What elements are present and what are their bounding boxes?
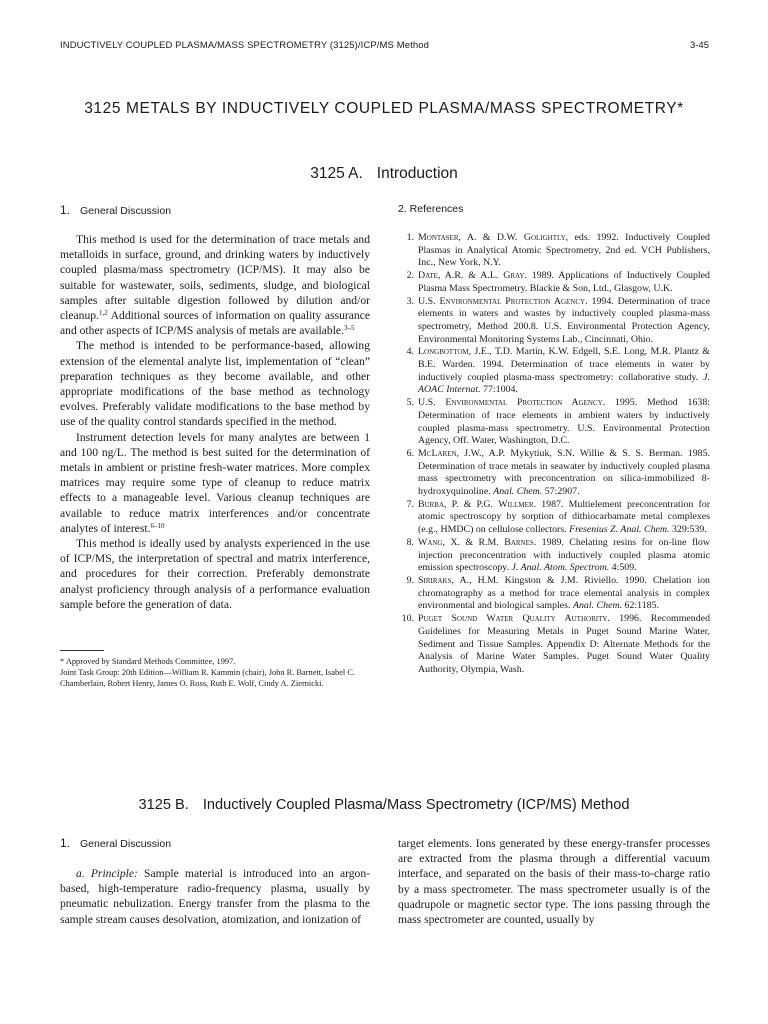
reference-text: U.S. Environmental Protection Agency. 1994. Determination of trace elements in waters and wastes by inductively coupled plasma-mass spectrometry, Method 200.8. U.S. Environmental Protection Agency, Environmental Monitoring Systems Lab., Cincinnati, Ohio. [418, 295, 710, 345]
reference-text: Montaser, A. & D.W. Golightly, eds. 1992. Inductively Coupled Plasmas in Analytical Atomic Spectrometry, 2nd ed. VCH Publishers, Inc., New York, N.Y. [418, 232, 710, 269]
reference-item [398, 296, 710, 347]
subsection-number: 1. [60, 836, 71, 850]
general-discussion-body [60, 232, 370, 612]
reference-item [398, 537, 710, 575]
reference-number: 4. [406, 346, 414, 358]
reference-number: 1. [406, 232, 414, 243]
reference-number: 6. [406, 447, 414, 459]
reference-number: 7. [406, 498, 414, 510]
footnote-rule [60, 650, 104, 651]
section-b-number: 3125 B. [138, 797, 189, 813]
footnote [60, 656, 380, 689]
reference-text: U.S. Environmental Protection Agency. 1995. Method 1638: Determination of trace elements in ambient waters by inductively coupled plasma-mass spectrometry. U.S. Environmental Protection Agency, Off. Water, Washington, D.C. [418, 397, 711, 447]
principle-label: a. Principle: [76, 867, 138, 880]
reference-item [398, 613, 710, 677]
paragraph: This method is ideally used by analysts experienced in the use of ICP/MS, the interpretation of spectral and matrix interference, and procedures for their correction. Preferably demonstrate analyst proficiency through analysis of a performance evaluation sample before the generation of data. [60, 537, 370, 611]
principle-continuation [398, 836, 710, 927]
reference-text: Date, A.R. & A.L. Gray. 1989. Applications of Inductively Coupled Plasma Mass Spectrometry. Blackie & Son, Ltd., Glasgow, U.K. [418, 270, 710, 294]
reference-item [398, 232, 710, 270]
references-heading: 2. References [398, 203, 464, 215]
reference-number: 3. [406, 295, 414, 307]
reference-item [398, 499, 710, 537]
reference-item [398, 397, 710, 448]
running-header-title: INDUCTIVELY COUPLED PLASMA/MASS SPECTROMETRY (3125)/ICP/MS Method [60, 40, 430, 51]
section-b-title [0, 797, 768, 813]
section-a-number: 3125 A. [310, 165, 363, 182]
subsection-number: 1. [60, 203, 71, 217]
section-b-heading: Inductively Coupled Plasma/Mass Spectrometry (ICP/MS) Method [202, 797, 630, 813]
footnote-approval: * Approved by Standard Methods Committee, 1997. [60, 657, 236, 666]
subsection-title: General Discussion [80, 838, 172, 850]
reference-text: McLaren, J.W., A.P. Mykytiuk, S.N. Willie & S. S. Berman. 1985. Determination of trace metals in seawater by inductively coupled plasma mass spectrometry with preconcentration on silica-immobilized 8-hydroxyquinoline. Anal. Chem. 57:2907. [418, 447, 710, 498]
reference-number: 2. [406, 270, 414, 282]
section-a-heading: Introduction [376, 165, 458, 182]
reference-item [398, 575, 710, 613]
reference-number: 5. [406, 397, 414, 409]
references-list [398, 232, 710, 677]
reference-text: Siriraks, A., H.M. Kingston & J.M. Riviello. 1990. Chelation ion chromatography as a method for trace elemental analysis in complex environmental and biological samples. Anal. Chem. 62:1185. [418, 574, 710, 612]
reference-text: Puget Sound Water Quality Authority. 1996. Recommended Guidelines for Measuring Metals in Puget Sound Marine Water, Sediment and Tissue Samples. Appendix D: Alternate Methods for the Analysis of Marine Water Samples. Puget Sound Water Quality Authority, Olympia, Wash. [418, 613, 711, 675]
section-b-general-heading [60, 836, 171, 850]
page-number: 3-45 [689, 40, 709, 51]
paragraph: Instrument detection levels for many analytes are between 1 and 100 ng/L. The method is best suited for the determination of metals in ambient or pristine fresh-water matrices. More complex matrices may require some type of cleanup to reduce matrix effects to a manageable level. Various cleanup techniques are available to reduce matrix interferences and/or concentrate analytes of interest.$^{6-10}$ [60, 430, 370, 535]
paragraph: a. Principle: Sample material is introduced into an argon-based, high-temperature radio-frequency plasma, usually by pneumatic nebulization. Energy transfer from the plasma to the sample stream causes desolvation, atomization, and ionization of [60, 867, 370, 926]
method-title: 3125 METALS BY INDUCTIVELY COUPLED PLASMA/MASS SPECTROMETRY* [84, 100, 684, 117]
reference-number: 9. [406, 574, 414, 586]
subsection-title: General Discussion [80, 205, 172, 217]
principle-paragraph [60, 866, 370, 927]
section-a-title [0, 165, 768, 183]
footnote-task-group: Joint Task Group: 20th Edition—William R. Kammin (chair), John R. Barnett, Isabel C. Chamberlain, Robert Henry, James O. Ross, Ruth E. Wolf, Cindy A. Ziernicki. [60, 668, 356, 688]
reference-text: Longbottom, J.E., T.D. Martin, K.W. Edgell, S.E. Long, M.R. Plantz & B.E. Warden. 1994. Determination of trace elements in water by inductively coupled plasma-mass spectrometry: collaborative study. J. AOAC Internat. 77:1004. [418, 346, 710, 396]
paragraph: The method is intended to be performance-based, allowing extension of the elemental analyte list, implementation of “clean” preparation techniques as they become available, and other appropriate modifications of the base method as technology evolves. Preferably validate modifications to the base method by use of the quality control standards specified in the method. [60, 339, 370, 429]
reference-number: 8. [406, 536, 414, 548]
general-discussion-heading [60, 203, 171, 217]
paragraph: target elements. Ions generated by these energy-transfer processes are extracted from the plasma through a differential vacuum interface, and separated on the basis of their mass-to-charge ratio by a mass spectrometer. The mass spectrometer usually is of the quadrupole or magnetic sector type. The ions passing through the mass spectrometer are counted, usually by [398, 837, 710, 927]
reference-text: Wang, X. & R.M. Barnes. 1989. Chelating resins for on-line flow injection preconcentration with inductively coupled plasma atomic emission spectroscopy. J. Anal. Atom. Spectrom. 4:509. [418, 536, 710, 574]
paragraph: This method is used for the determination of trace metals and metalloids in surface, ground, and drinking waters by inductively coupled plasma/mass spectrometry (ICP/MS). It may also be suitable for wastewater, soils, sediments, sludge, and biological samples after suitable digestion followed by dilution and/or cleanup.$^{1,2}$ Additional sources of information on quality assurance and other aspects of ICP/MS analysis of metals are available.$^{3-5}$ [60, 233, 370, 338]
reference-item [398, 270, 710, 295]
reference-item [398, 448, 710, 499]
reference-item [398, 346, 710, 397]
reference-number: 10. [401, 613, 414, 625]
reference-text: Burba, P. & P.G. Willmer. 1987. Multielement preconcentration for atomic spectroscopy by sorption of dithiocarbamate metal complexes (e.g., HMDC) on cellulose collectors. Fresenius Z. Anal. Chem. 329:539. [418, 498, 710, 536]
